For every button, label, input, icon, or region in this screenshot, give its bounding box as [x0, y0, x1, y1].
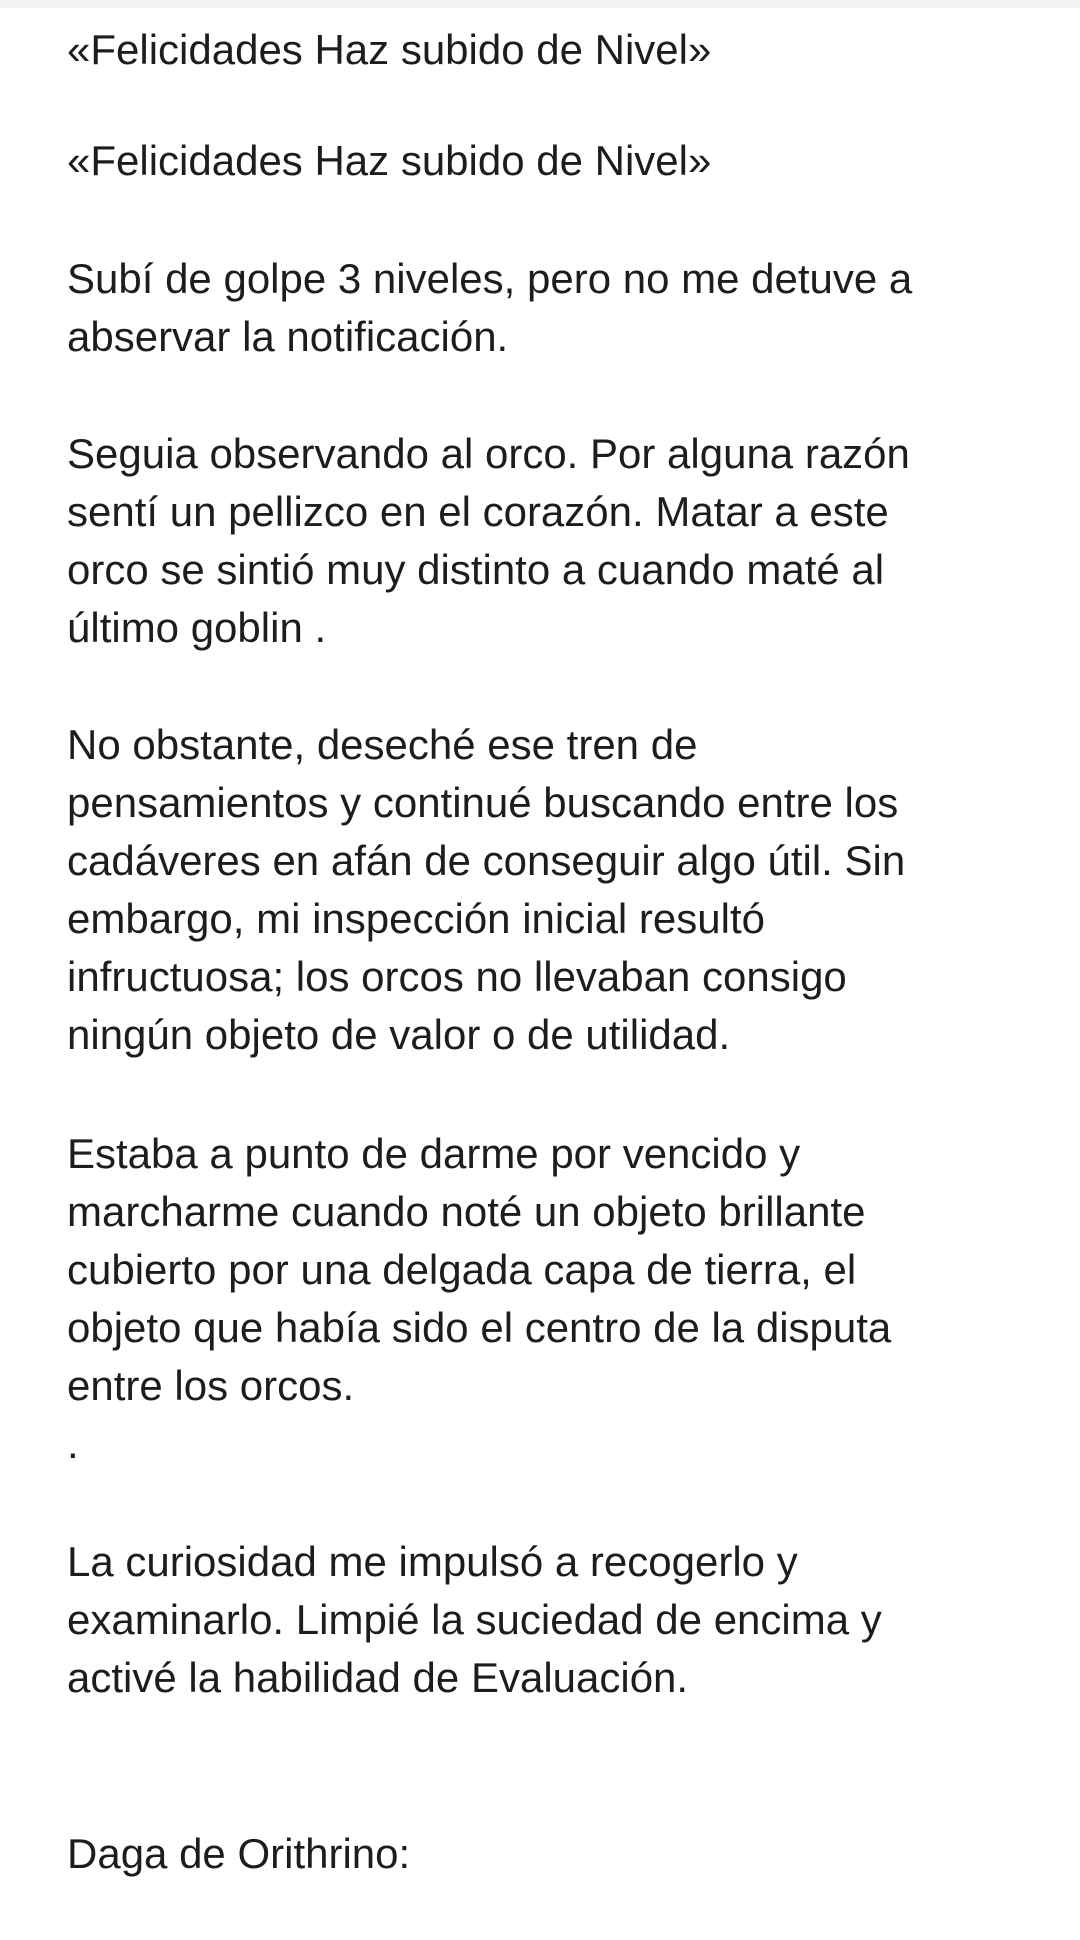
text-line: último goblin . [67, 604, 327, 651]
text-line: Estaba a punto de darme por vencido y [67, 1130, 801, 1177]
paragraph-shiny-object [67, 1125, 1027, 1473]
text-line: ningún objeto de valor o de utilidad. [67, 1011, 731, 1058]
text-line: Seguia observando al orco. Por alguna razón [67, 430, 910, 477]
text-line: activé la habilidad de Evaluación. [67, 1654, 689, 1701]
paragraph-searching-corpses [67, 716, 1027, 1064]
text-line: sentí un pellizco en el corazón. Matar a este [67, 488, 889, 535]
text-line: abservar la notificación. [67, 313, 509, 360]
top-edge-strip [0, 0, 1080, 8]
text-line: cadáveres en afán de conseguir algo útil. Sin [67, 837, 906, 884]
text-line: orco se sintió muy distinto a cuando maté al [67, 546, 885, 593]
text-line: infructuosa; los orcos no llevaban consigo [67, 953, 847, 1000]
paragraph-evaluation [67, 1533, 1027, 1707]
text-line: embargo, mi inspección inicial resultó [67, 895, 765, 942]
text-line: objeto que había sido el centro de la disputa [67, 1304, 892, 1351]
text-line: . [67, 1420, 79, 1467]
paragraph-level-up-1 [67, 21, 1027, 79]
paragraph-level-up-2 [67, 132, 1027, 190]
paragraph-levels-gained [67, 250, 1027, 366]
text-line: Subí de golpe 3 niveles, pero no me detuve a [67, 255, 913, 302]
text-line: La curiosidad me impulsó a recogerlo y [67, 1538, 798, 1585]
paragraph-dagger-title [67, 1825, 1027, 1883]
text-line: entre los orcos. [67, 1362, 355, 1409]
paragraph-observing-orc [67, 425, 1027, 657]
text-line: cubierto por una delgada capa de tierra, el [67, 1246, 857, 1293]
text-line: «Felicidades Haz subido de Nivel» [67, 137, 712, 184]
text-line: «Felicidades Haz subido de Nivel» [67, 26, 712, 73]
text-line: Daga de Orithrino: [67, 1830, 411, 1877]
text-line: marcharme cuando noté un objeto brillante [67, 1188, 866, 1235]
text-line: pensamientos y continué buscando entre los [67, 779, 899, 826]
text-line: No obstante, deseché ese tren de [67, 721, 698, 768]
text-line: examinarlo. Limpié la suciedad de encima y [67, 1596, 882, 1643]
